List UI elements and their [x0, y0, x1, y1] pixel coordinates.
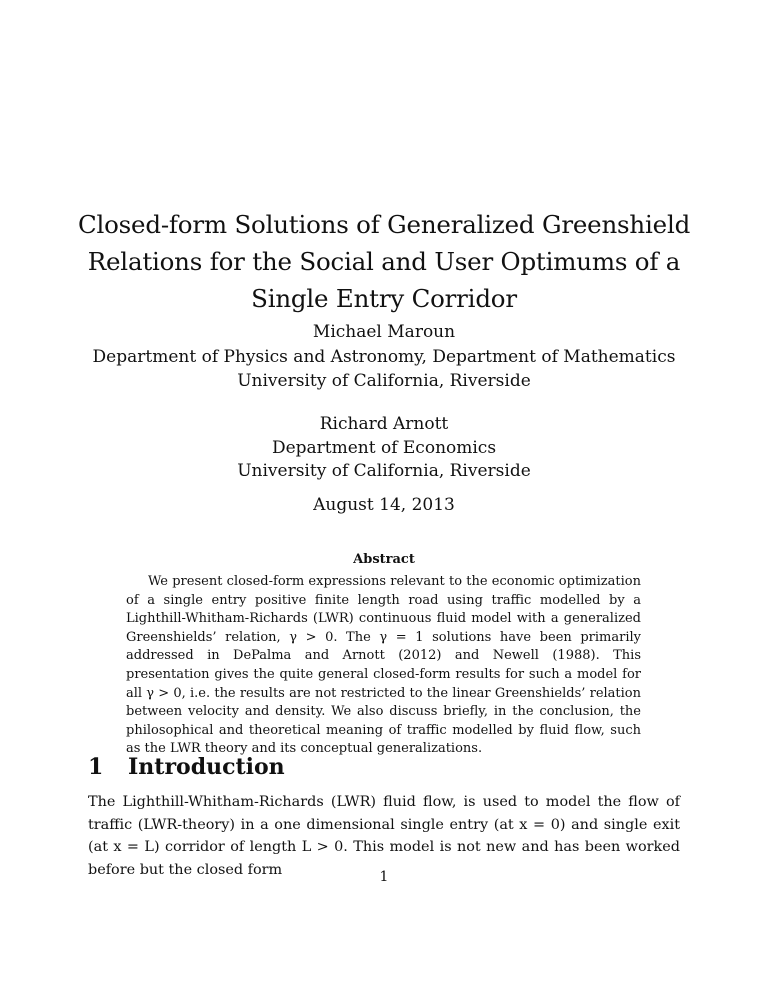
author1-institution: University of California, Riverside	[237, 371, 531, 391]
paper-title: Closed-form Solutions of Generalized Greenshield Relations for the Social and User Optimums of a Single Entry Corridor	[77, 210, 691, 313]
abstract-text: We present closed-form expressions relevant to the economic optimization of a single entry positive finite length road using traffic modelled by a Lighthill-Whitham-Richards (LWR) continuous fluid model with a generalized Greenshields’ relation, γ > 0. The γ = 1 solutions have been primarily addressed in DePalma and Arnott (2012) and Newell (1988). This presentation gives the quite general closed-form results for such a model for all γ > 0, i.e. the results are not restricted to the linear Greenshields’ relation between velocity and density. We also discuss briefly, in the conclusion, the philosophical and theoretical meaning of traffic modelled by fluid flow, such as the LWR theory and its conceptual generalizations.	[126, 574, 641, 757]
author1-department: Department of Physics and Astronomy, Department of Mathematics	[92, 347, 676, 367]
section-heading	[88, 754, 285, 780]
author2-name: Richard Arnott	[319, 414, 449, 434]
section-title: Introduction	[128, 754, 285, 780]
author1-name: Michael Maroun	[312, 322, 456, 342]
introduction-text: The Lighthill-Whitham-Richards (LWR) fluid flow, is used to model the flow of traffic (LWR-theory) in a one dimensional single entry (at x = 0) and single exit (at x = L) corridor of length L > 0. This model is not new and has been worked before but the closed form	[88, 794, 680, 878]
abstract-heading: Abstract	[353, 552, 415, 567]
page-number: 1	[379, 869, 389, 885]
author2-department: Department of Economics	[271, 438, 497, 458]
section-number: 1	[88, 754, 104, 780]
paper-date: August 14, 2013	[313, 495, 455, 515]
author2-institution: University of California, Riverside	[237, 461, 531, 481]
